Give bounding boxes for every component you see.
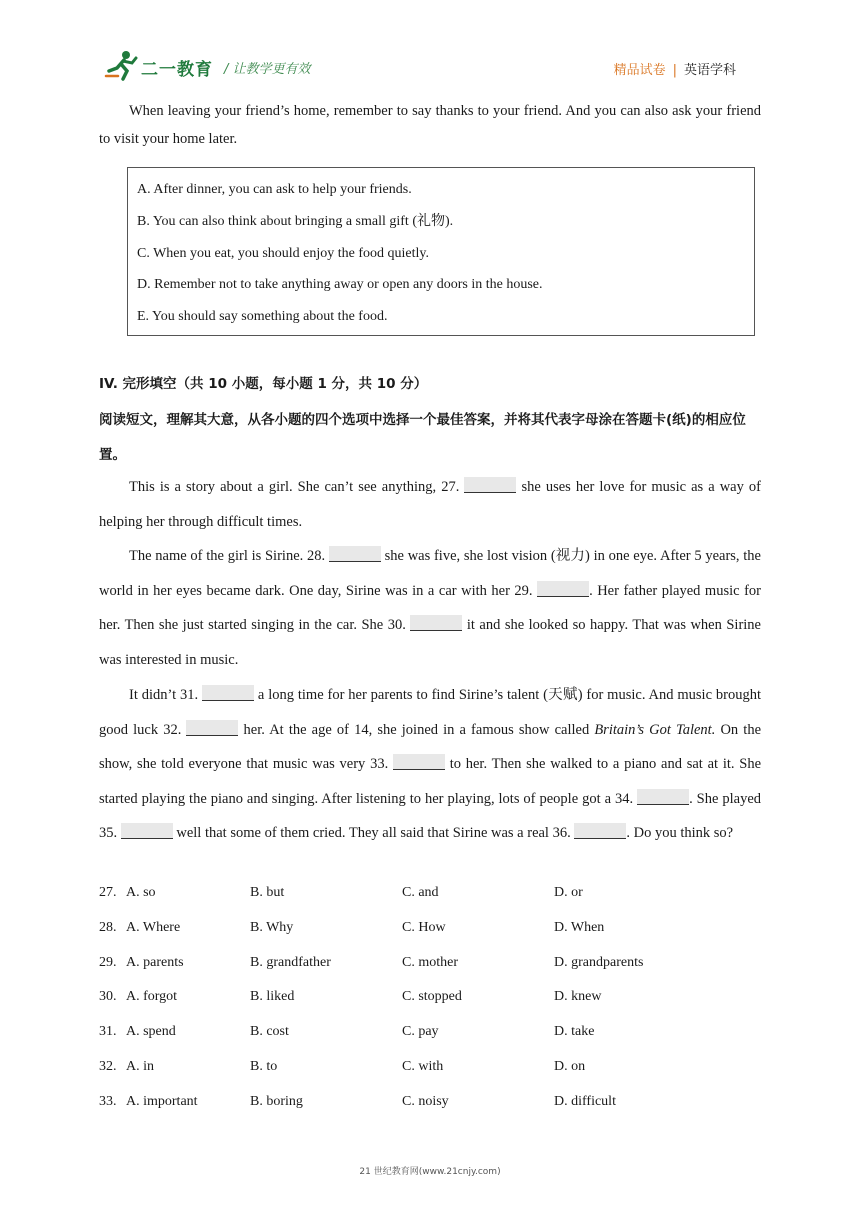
choice-b[interactable]: B. to <box>250 1058 278 1074</box>
question-number: 31. <box>99 1024 117 1040</box>
question-number: 32. <box>99 1058 117 1074</box>
answer-blank-30[interactable] <box>410 615 462 631</box>
passage-text: she was five, she lost vision (视力) in one eye. After 5 years, the world in her eyes became dark. One day, Sirine was in a car with her 29. <box>99 548 761 599</box>
passage-paragraph-1 <box>99 470 761 539</box>
answer-blank-35[interactable] <box>121 823 173 839</box>
answer-blank-28[interactable] <box>329 546 381 562</box>
section-instruction: 阅读短文，理解其大意，从各小题的四个选项中选择一个最佳答案，并将其代表字母涂在答题卡(纸)的相应位置。 <box>99 412 746 463</box>
choice-a[interactable]: A. so <box>126 885 156 900</box>
passage-text: well that some of them cried. They all said that Sirine was a real 36. <box>172 825 575 842</box>
passage-paragraph-2 <box>99 539 761 677</box>
option-e: E. You should say something about the food. <box>137 309 388 325</box>
choice-a[interactable]: A. important <box>126 1093 198 1109</box>
answer-blank-27[interactable] <box>464 477 516 493</box>
answer-blank-34[interactable] <box>637 789 689 805</box>
running-figure-logo-icon <box>104 49 138 81</box>
question-number: 28. <box>99 919 117 935</box>
choice-c[interactable]: C. pay <box>402 1024 439 1040</box>
header-right <box>614 59 736 78</box>
choice-row <box>99 920 761 955</box>
passage-text: she uses her love for music as a way of helping her through difficult times. <box>99 479 761 530</box>
header-label-quality: 精品试卷 <box>613 63 666 78</box>
choice-row <box>99 885 761 920</box>
choice-row <box>99 1024 761 1059</box>
choice-a[interactable]: A. spend <box>126 1024 176 1040</box>
options-box <box>127 167 755 336</box>
choice-b[interactable]: B. cost <box>250 1024 289 1040</box>
choice-c[interactable]: C. How <box>402 919 446 935</box>
section-title: IV. 完形填空（共 10 小题，每小题 1 分，共 10 分） <box>99 376 428 392</box>
option-a: A. After dinner, you can ask to help your friends. <box>137 182 412 197</box>
header-separator: | <box>672 63 677 78</box>
choice-row <box>99 989 761 1024</box>
passage-text: It didn’t 31. <box>129 687 202 703</box>
show-title: Britain’s Got Talent. <box>594 721 716 738</box>
choice-a[interactable]: A. parents <box>126 954 184 970</box>
question-number: 30. <box>99 989 117 1005</box>
answer-blank-31[interactable] <box>202 685 254 701</box>
passage-text: a long time for her parents to find Sirine’s talent (天赋) for music. And music brought good luck 32. <box>99 687 761 738</box>
answer-blank-29[interactable] <box>537 581 589 597</box>
question-number: 33. <box>99 1093 117 1109</box>
choice-d[interactable]: D. knew <box>554 989 602 1005</box>
choice-c[interactable]: C. and <box>402 885 439 900</box>
passage-text: The name of the girl is Sirine. 28. <box>129 548 329 564</box>
choice-row <box>99 1059 761 1094</box>
passage-text: On the show, she told everyone that music was very 33. <box>99 721 762 773</box>
passage-paragraph-3 <box>99 678 761 851</box>
passage-text: her. At the age of 14, she joined in a famous show called <box>238 721 595 738</box>
passage-text: . Her father played music for her. Then she just started singing in the car. She 30. <box>99 582 761 634</box>
choice-b[interactable]: B. grandfather <box>250 954 331 970</box>
choice-a[interactable]: A. Where <box>126 919 181 935</box>
passage-text: it and she looked so happy. That was when Sirine was interested in music. <box>99 617 761 668</box>
choice-row <box>99 1094 761 1129</box>
page-footer: 21 世纪教育网(www.21cnjy.com) <box>359 1167 501 1177</box>
choice-b[interactable]: B. boring <box>250 1093 303 1109</box>
choice-d[interactable]: D. or <box>554 885 583 900</box>
choice-row <box>99 955 761 990</box>
passage-text: This is a story about a girl. She can’t see anything, 27. <box>129 479 465 495</box>
passage-text: . She played 35. <box>99 790 762 842</box>
option-b: B. You can also think about bringing a small gift (礼物). <box>137 213 454 229</box>
logo-text: 二一教育 <box>141 60 213 80</box>
question-number: 29. <box>99 954 117 970</box>
question-number: 27. <box>99 885 117 900</box>
choice-b[interactable]: B. liked <box>250 989 295 1005</box>
option-d: D. Remember not to take anything away or open any doors in the house. <box>137 277 543 293</box>
choice-d[interactable]: D. difficult <box>554 1093 616 1109</box>
choice-c[interactable]: C. with <box>402 1058 444 1074</box>
choice-b[interactable]: B. but <box>250 885 285 900</box>
passage-text: to her. Then she walked to a piano and sat at it. She started playing the piano and singing. After listening to her playing, lots of people got a 34. <box>99 756 762 807</box>
passage-text: . Do you think so? <box>626 825 734 842</box>
choice-d[interactable]: D. take <box>554 1024 595 1040</box>
choice-d[interactable]: D. grandparents <box>554 954 644 970</box>
choice-a[interactable]: A. in <box>126 1058 154 1074</box>
intro-paragraph: When leaving your friend’s home, remember to say thanks to your friend. And you can also ask your friend to visit your home later. <box>99 103 761 147</box>
choice-c[interactable]: C. noisy <box>402 1093 449 1109</box>
choice-a[interactable]: A. forgot <box>126 989 178 1005</box>
answer-blank-32[interactable] <box>186 720 238 736</box>
slogan: / 让教学更有效 <box>224 62 311 77</box>
choice-d[interactable]: D. When <box>554 919 605 935</box>
answer-blank-33[interactable] <box>393 754 445 770</box>
option-c: C. When you eat, you should enjoy the food quietly. <box>137 245 430 261</box>
choices-table <box>99 885 761 1129</box>
header-label-subject: 英语学科 <box>683 63 736 78</box>
choice-c[interactable]: C. mother <box>402 954 458 970</box>
choice-d[interactable]: D. on <box>554 1058 586 1074</box>
choice-b[interactable]: B. Why <box>250 919 294 935</box>
page-header <box>0 0 860 100</box>
answer-blank-36[interactable] <box>574 823 626 839</box>
choice-c[interactable]: C. stopped <box>402 989 462 1005</box>
